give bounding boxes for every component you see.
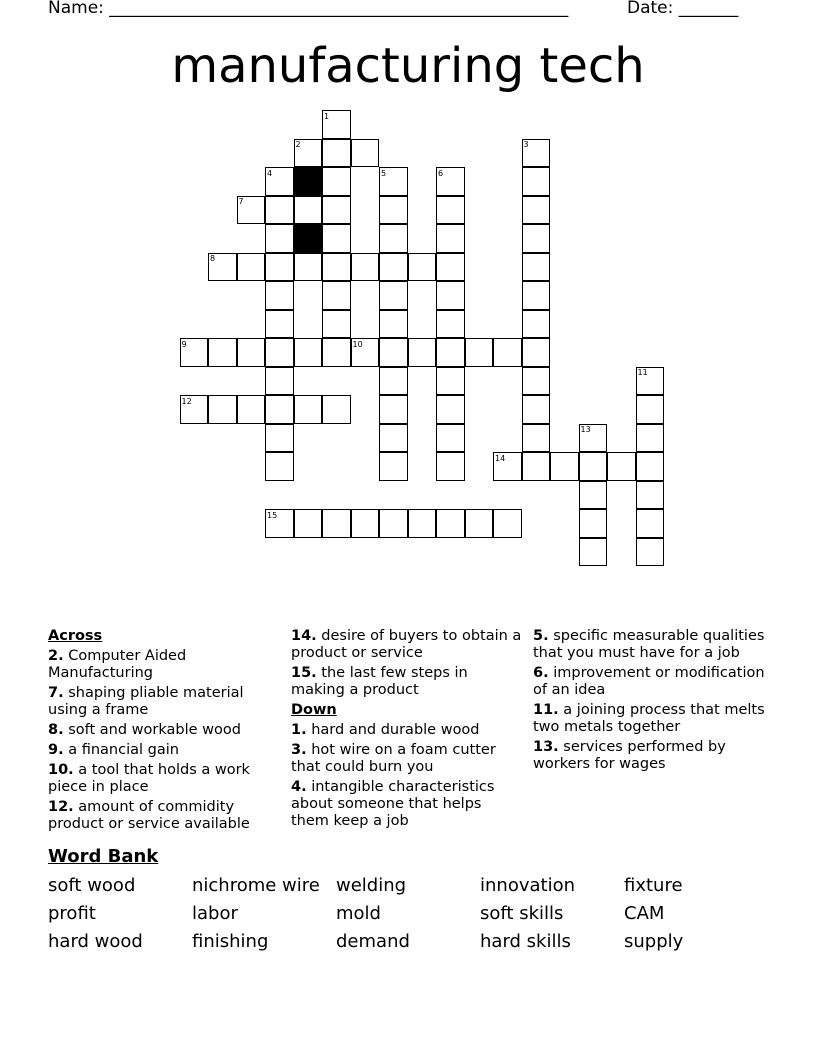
- grid-cell[interactable]: [265, 224, 294, 253]
- grid-cell[interactable]: [408, 338, 437, 367]
- grid-cell[interactable]: [522, 367, 551, 396]
- grid-cell[interactable]: [379, 395, 408, 424]
- clue-text: hot wire on a foam cutter that could burn you: [291, 742, 496, 775]
- clue-down-1: [291, 722, 523, 739]
- word-bank-item: mold: [336, 903, 381, 924]
- clue-number: 9.: [48, 742, 64, 758]
- grid-cell[interactable]: [294, 395, 323, 424]
- grid-cell[interactable]: [265, 338, 294, 367]
- grid-cell[interactable]: [522, 395, 551, 424]
- clue-number: 8.: [48, 722, 64, 738]
- grid-cell[interactable]: [408, 509, 437, 538]
- grid-cell[interactable]: [493, 338, 522, 367]
- page-title: manufacturing tech: [171, 38, 645, 94]
- cell-number: 14: [495, 453, 506, 463]
- grid-cell[interactable]: [522, 196, 551, 225]
- grid-cell[interactable]: [636, 424, 665, 453]
- grid-cell[interactable]: [351, 253, 380, 282]
- grid-cell[interactable]: [379, 253, 408, 282]
- grid-cell[interactable]: [436, 281, 465, 310]
- grid-cell[interactable]: [636, 509, 665, 538]
- cell-number: 12: [181, 396, 192, 406]
- grid-cell[interactable]: [294, 509, 323, 538]
- clue-number: 6.: [533, 665, 549, 681]
- word-bank-item: nichrome wire: [192, 875, 320, 896]
- clue-number: 12.: [48, 799, 74, 815]
- clue-number: 1.: [291, 722, 307, 738]
- clue-text: a tool that holds a work piece in place: [48, 762, 250, 795]
- grid-cell[interactable]: [522, 424, 551, 453]
- grid-cell[interactable]: [265, 253, 294, 282]
- grid-cell[interactable]: [522, 224, 551, 253]
- grid-cell[interactable]: [265, 196, 294, 225]
- clue-text: amount of commidity product or service available: [48, 799, 250, 832]
- clue-across-10: [48, 762, 280, 796]
- grid-cell[interactable]: [265, 395, 294, 424]
- word-bank-item: welding: [336, 875, 407, 896]
- grid-cell[interactable]: [379, 452, 408, 481]
- word-bank-item: hard wood: [48, 931, 143, 952]
- grid-cell[interactable]: [522, 253, 551, 282]
- grid-cell[interactable]: [379, 424, 408, 453]
- cell-number: 7: [238, 197, 244, 206]
- word-bank-item: innovation: [480, 875, 575, 896]
- clue-across-9: [48, 742, 280, 759]
- grid-cell[interactable]: [379, 224, 408, 253]
- grid-cell[interactable]: [436, 367, 465, 396]
- grid-cell[interactable]: [351, 139, 380, 168]
- grid-cell[interactable]: [436, 310, 465, 339]
- clue-text: desire of buyers to obtain a product or service: [291, 628, 522, 661]
- grid-cell[interactable]: [322, 139, 351, 168]
- grid-cell[interactable]: [265, 367, 294, 396]
- word-bank-item: profit: [48, 903, 96, 924]
- grid-cell[interactable]: [579, 509, 608, 538]
- grid-cell[interactable]: [636, 538, 665, 567]
- grid-cell[interactable]: [322, 281, 351, 310]
- cell-number: 6: [438, 168, 444, 178]
- clue-number: 15.: [291, 665, 317, 681]
- cell-number: 4: [267, 168, 273, 178]
- grid-cell[interactable]: [208, 338, 237, 367]
- clue-down-4: [291, 779, 523, 830]
- grid-cell[interactable]: [550, 452, 579, 481]
- word-bank-title: Word Bank: [48, 846, 159, 867]
- grid-cell[interactable]: [493, 509, 522, 538]
- cell-number: 8: [210, 254, 216, 263]
- word-bank-item: demand: [336, 931, 410, 952]
- clue-number: 10.: [48, 762, 74, 778]
- clue-down-11: [533, 702, 765, 736]
- clue-text: soft and workable wood: [68, 722, 241, 738]
- clue-text: shaping pliable material using a frame: [48, 685, 244, 718]
- grid-cell[interactable]: [265, 424, 294, 453]
- cell-number: 3: [523, 140, 529, 149]
- grid-cell[interactable]: [636, 452, 665, 481]
- clue-down-5: [533, 628, 765, 662]
- cell-number: 1: [324, 111, 330, 121]
- grid-cell[interactable]: [208, 395, 237, 424]
- clue-number: 11.: [533, 702, 559, 718]
- clue-text: intangible characteristics about someone that helps them keep a job: [291, 779, 495, 829]
- word-bank-item: labor: [192, 903, 238, 924]
- cell-number: 2: [295, 140, 301, 149]
- grid-cell[interactable]: [522, 452, 551, 481]
- grid-cell[interactable]: [237, 253, 266, 282]
- grid-cell[interactable]: [436, 452, 465, 481]
- grid-cell[interactable]: [436, 395, 465, 424]
- word-bank-item: supply: [624, 931, 684, 952]
- cell-number: 5: [381, 168, 387, 178]
- clue-down-13: [533, 739, 765, 773]
- clue-across-2: [48, 648, 280, 682]
- date-line: Date: _______: [627, 0, 739, 18]
- clue-number: 7.: [48, 685, 64, 701]
- grid-cell[interactable]: [237, 395, 266, 424]
- word-bank-item: CAM: [624, 903, 665, 924]
- across-heading: Across: [48, 628, 103, 644]
- grid-cell[interactable]: [379, 338, 408, 367]
- clue-number: 13.: [533, 739, 559, 755]
- grid-cell[interactable]: [322, 224, 351, 253]
- grid-cell[interactable]: [436, 196, 465, 225]
- clue-column-1: [48, 628, 280, 836]
- grid-cell[interactable]: [579, 481, 608, 510]
- clue-text: the last few steps in making a product: [291, 665, 468, 698]
- grid-cell[interactable]: [607, 452, 636, 481]
- grid-cell[interactable]: [436, 338, 465, 367]
- grid-cell[interactable]: [436, 509, 465, 538]
- clue-number: 5.: [533, 628, 549, 644]
- grid-cell[interactable]: [379, 310, 408, 339]
- word-bank-item: finishing: [192, 931, 269, 952]
- grid-cell[interactable]: [322, 196, 351, 225]
- grid-cell[interactable]: [265, 281, 294, 310]
- grid-cell[interactable]: [379, 196, 408, 225]
- clue-text: a joining process that melts two metals together: [533, 702, 765, 735]
- grid-cell[interactable]: [465, 509, 494, 538]
- grid-cell[interactable]: [379, 281, 408, 310]
- name-line: Name: ______________________________________________________: [48, 0, 569, 18]
- clue-down-3: [291, 742, 523, 776]
- grid-cell[interactable]: [436, 224, 465, 253]
- clue-number: 14.: [291, 628, 317, 644]
- clue-text: improvement or modification of an idea: [533, 665, 765, 698]
- grid-cell[interactable]: [522, 338, 551, 367]
- grid-cell[interactable]: [522, 310, 551, 339]
- clue-text: specific measurable qualities that you must have for a job: [533, 628, 765, 661]
- cell-number: 10: [352, 339, 363, 349]
- grid-cell[interactable]: [322, 167, 351, 196]
- grid-cell[interactable]: [265, 452, 294, 481]
- grid-cell[interactable]: [522, 281, 551, 310]
- down-heading: Down: [291, 702, 337, 718]
- grid-cell[interactable]: [322, 253, 351, 282]
- grid-cell[interactable]: [636, 481, 665, 510]
- clue-text: Computer Aided Manufacturing: [48, 648, 187, 681]
- clue-column-2: [291, 628, 523, 833]
- cell-number: 13: [580, 425, 591, 434]
- clue-text: a financial gain: [68, 742, 179, 758]
- grid-cell[interactable]: [322, 310, 351, 339]
- grid-cell[interactable]: [322, 395, 351, 424]
- cell-number: 11: [637, 368, 648, 377]
- clue-number: 3.: [291, 742, 307, 758]
- grid-cell[interactable]: [379, 367, 408, 396]
- grid-cell[interactable]: [294, 338, 323, 367]
- cell-number: 9: [181, 339, 187, 349]
- clue-text: services performed by workers for wages: [533, 739, 726, 772]
- clue-down-6: [533, 665, 765, 699]
- clue-column-3: [533, 628, 765, 776]
- word-bank-item: hard skills: [480, 931, 571, 952]
- clue-across-7: [48, 685, 280, 719]
- grid-cell[interactable]: [465, 338, 494, 367]
- grid-cell[interactable]: [522, 167, 551, 196]
- word-bank-item: fixture: [624, 875, 683, 896]
- black-cell: [294, 167, 323, 196]
- clue-text: hard and durable wood: [311, 722, 480, 738]
- grid-cell[interactable]: [265, 310, 294, 339]
- word-bank-item: soft wood: [48, 875, 136, 896]
- cell-number: 15: [267, 510, 278, 520]
- grid-cell[interactable]: [579, 538, 608, 567]
- black-cell: [294, 224, 323, 253]
- grid-cell[interactable]: [636, 395, 665, 424]
- grid-cell[interactable]: [436, 424, 465, 453]
- grid-cell[interactable]: [436, 253, 465, 282]
- clue-across-14: [291, 628, 523, 662]
- grid-cell[interactable]: [237, 338, 266, 367]
- grid-cell[interactable]: [322, 509, 351, 538]
- grid-cell[interactable]: [408, 253, 437, 282]
- clue-number: 4.: [291, 779, 307, 795]
- word-bank-item: soft skills: [480, 903, 564, 924]
- grid-cell[interactable]: [294, 196, 323, 225]
- clue-number: 2.: [48, 648, 64, 664]
- grid-cell[interactable]: [351, 509, 380, 538]
- grid-cell[interactable]: [579, 452, 608, 481]
- clue-across-8: [48, 722, 280, 739]
- grid-cell[interactable]: [294, 253, 323, 282]
- clue-across-15: [291, 665, 523, 699]
- clue-across-12: [48, 799, 280, 833]
- grid-cell[interactable]: [379, 509, 408, 538]
- grid-cell[interactable]: [322, 338, 351, 367]
